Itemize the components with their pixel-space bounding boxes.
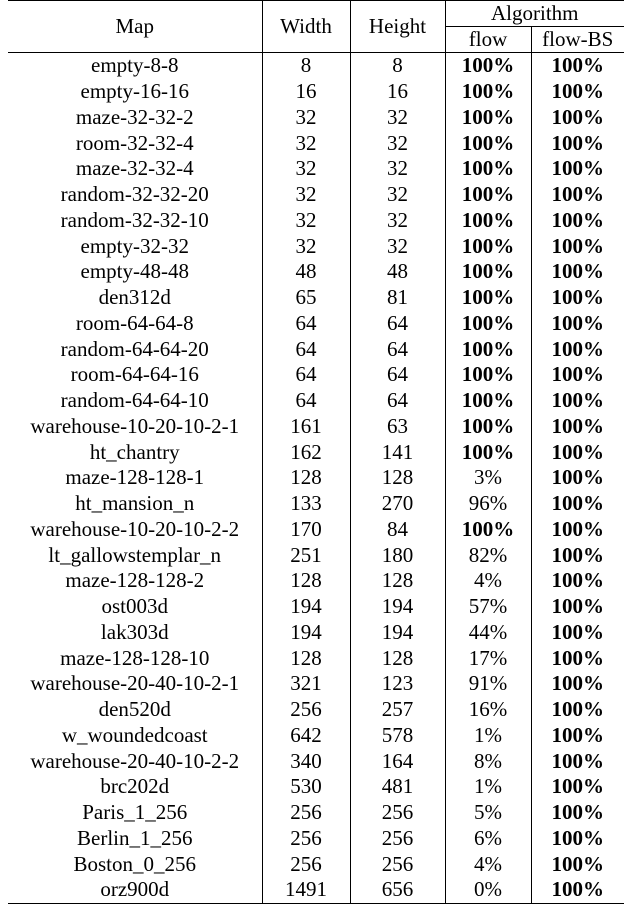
map-cell: lt_gallowstemplar_n [8,542,262,568]
map-cell: random-64-64-20 [8,336,262,362]
width-cell: 64 [262,362,350,388]
flow-bs-cell: 100% [551,53,604,78]
flow-bs-cell: 100% [551,259,604,284]
height-cell: 141 [350,439,445,465]
map-cell: ht_chantry [8,439,262,465]
table-row [8,465,624,491]
height-cell: 32 [350,130,445,156]
table-row [8,156,624,182]
flow-cell: 100% [445,156,531,182]
width-cell: 340 [262,748,350,774]
table-row [8,774,624,800]
flow-bs-cell: 100% [551,207,604,232]
flow-cell: 1% [445,723,531,749]
flow-cell: 100% [445,233,531,259]
map-cell: maze-128-128-10 [8,645,262,671]
table-row [8,748,624,774]
width-cell: 530 [262,774,350,800]
height-cell: 64 [350,311,445,337]
results-table [8,0,624,904]
flow-cell: 100% [445,259,531,285]
height-cell: 257 [350,697,445,723]
table-row [8,388,624,414]
table-row [8,311,624,337]
flow-bs-cell: 100% [551,594,604,619]
height-cell: 8 [350,53,445,79]
flow-cell: 100% [445,208,531,234]
flow-bs-cell: 100% [551,130,604,155]
flow-bs-cell: 100% [551,671,604,696]
flow-bs-cell: 100% [551,697,604,722]
width-cell: 8 [262,53,350,79]
flow-cell: 8% [445,748,531,774]
width-cell: 170 [262,517,350,543]
flow-bs-cell: 100% [551,310,604,335]
table-row [8,671,624,697]
table-row [8,620,624,646]
height-cell: 128 [350,465,445,491]
header-flow-bs: flow-BS [531,27,624,53]
height-cell: 256 [350,826,445,852]
height-cell: 64 [350,362,445,388]
flow-cell: 100% [445,336,531,362]
flow-cell: 100% [445,53,531,79]
height-cell: 32 [350,105,445,131]
width-cell: 65 [262,285,350,311]
height-cell: 32 [350,182,445,208]
table-row [8,130,624,156]
map-cell: brc202d [8,774,262,800]
flow-cell: 100% [445,285,531,311]
height-cell: 578 [350,723,445,749]
width-cell: 128 [262,568,350,594]
flow-cell: 100% [445,130,531,156]
map-cell: den520d [8,697,262,723]
map-cell: empty-32-32 [8,233,262,259]
flow-bs-cell: 100% [551,104,604,129]
header-height: Height [350,1,445,53]
flow-cell: 91% [445,671,531,697]
flow-bs-cell: 100% [551,748,604,773]
flow-bs-cell: 100% [551,182,604,207]
width-cell: 32 [262,233,350,259]
map-cell: w_woundedcoast [8,723,262,749]
flow-bs-cell: 100% [551,774,604,799]
flow-cell: 100% [445,517,531,543]
flow-bs-cell: 100% [551,439,604,464]
table-row [8,491,624,517]
flow-cell: 0% [445,877,531,903]
map-cell: warehouse-10-20-10-2-2 [8,517,262,543]
flow-cell: 4% [445,568,531,594]
map-cell: empty-48-48 [8,259,262,285]
height-cell: 128 [350,645,445,671]
flow-bs-cell: 100% [551,568,604,593]
flow-cell: 100% [445,388,531,414]
map-cell: warehouse-20-40-10-2-2 [8,748,262,774]
table-row [8,336,624,362]
flow-cell: 82% [445,542,531,568]
table-row [8,208,624,234]
flow-bs-cell: 100% [551,336,604,361]
width-cell: 321 [262,671,350,697]
flow-cell: 100% [445,79,531,105]
map-cell: Berlin_1_256 [8,826,262,852]
flow-cell: 100% [445,182,531,208]
height-cell: 64 [350,388,445,414]
height-cell: 194 [350,594,445,620]
height-cell: 270 [350,491,445,517]
flow-bs-cell: 100% [551,156,604,181]
width-cell: 128 [262,465,350,491]
width-cell: 32 [262,182,350,208]
height-cell: 32 [350,208,445,234]
flow-bs-cell: 100% [551,362,604,387]
header-map: Map [8,1,262,53]
header-flow: flow [445,27,531,53]
map-cell: maze-128-128-1 [8,465,262,491]
height-cell: 194 [350,620,445,646]
map-cell: room-64-64-8 [8,311,262,337]
table-row [8,594,624,620]
flow-bs-cell: 100% [551,722,604,747]
flow-cell: 57% [445,594,531,620]
flow-bs-cell: 100% [551,79,604,104]
flow-bs-cell: 100% [551,388,604,413]
flow-bs-cell: 100% [551,645,604,670]
width-cell: 256 [262,826,350,852]
width-cell: 162 [262,439,350,465]
width-cell: 64 [262,336,350,362]
table-body [8,53,624,904]
width-cell: 194 [262,594,350,620]
map-cell: empty-16-16 [8,79,262,105]
flow-bs-cell: 100% [551,619,604,644]
map-cell: maze-32-32-4 [8,156,262,182]
flow-cell: 100% [445,311,531,337]
height-cell: 81 [350,285,445,311]
height-cell: 64 [350,336,445,362]
height-cell: 256 [350,851,445,877]
width-cell: 32 [262,156,350,182]
table-row [8,877,624,903]
flow-cell: 5% [445,800,531,826]
table-row [8,182,624,208]
flow-cell: 100% [445,439,531,465]
table-row [8,517,624,543]
flow-bs-cell: 100% [551,825,604,850]
header-width: Width [262,1,350,53]
flow-bs-cell: 100% [551,851,604,876]
flow-cell: 44% [445,620,531,646]
width-cell: 642 [262,723,350,749]
table-row [8,414,624,440]
table-row [8,542,624,568]
table-row [8,285,624,311]
height-cell: 128 [350,568,445,594]
map-cell: orz900d [8,877,262,903]
flow-bs-cell: 100% [551,233,604,258]
width-cell: 48 [262,259,350,285]
map-cell: random-32-32-10 [8,208,262,234]
width-cell: 32 [262,208,350,234]
table-row [8,568,624,594]
width-cell: 251 [262,542,350,568]
height-cell: 32 [350,156,445,182]
width-cell: 161 [262,414,350,440]
map-cell: lak303d [8,620,262,646]
width-cell: 256 [262,697,350,723]
map-cell: room-32-32-4 [8,130,262,156]
flow-bs-cell: 100% [551,465,604,490]
map-cell: random-32-32-20 [8,182,262,208]
flow-cell: 100% [445,414,531,440]
map-cell: Paris_1_256 [8,800,262,826]
map-cell: warehouse-20-40-10-2-1 [8,671,262,697]
flow-cell: 100% [445,362,531,388]
table-header [8,1,624,53]
table-row [8,800,624,826]
map-cell: maze-128-128-2 [8,568,262,594]
flow-cell: 96% [445,491,531,517]
flow-cell: 6% [445,826,531,852]
flow-bs-cell: 100% [551,800,604,825]
flow-bs-cell: 100% [551,413,604,438]
flow-cell: 3% [445,465,531,491]
width-cell: 32 [262,105,350,131]
header-algorithm: Algorithm [445,1,624,27]
table-row [8,723,624,749]
flow-cell: 1% [445,774,531,800]
table-row [8,362,624,388]
map-cell: ost003d [8,594,262,620]
map-cell: room-64-64-16 [8,362,262,388]
width-cell: 128 [262,645,350,671]
height-cell: 123 [350,671,445,697]
flow-cell: 16% [445,697,531,723]
table-row [8,79,624,105]
map-cell: maze-32-32-2 [8,105,262,131]
width-cell: 1491 [262,877,350,903]
width-cell: 16 [262,79,350,105]
table-row [8,233,624,259]
width-cell: 256 [262,800,350,826]
table-row [8,851,624,877]
height-cell: 256 [350,800,445,826]
flow-bs-cell: 100% [551,491,604,516]
width-cell: 64 [262,311,350,337]
map-cell: ht_mansion_n [8,491,262,517]
width-cell: 64 [262,388,350,414]
flow-bs-cell: 100% [551,285,604,310]
table-row [8,53,624,79]
table-row [8,259,624,285]
table-row [8,697,624,723]
flow-bs-cell: 100% [551,516,604,541]
flow-cell: 17% [445,645,531,671]
height-cell: 656 [350,877,445,903]
map-cell: empty-8-8 [8,53,262,79]
height-cell: 32 [350,233,445,259]
table-row [8,826,624,852]
map-cell: den312d [8,285,262,311]
flow-bs-cell: 100% [551,542,604,567]
height-cell: 164 [350,748,445,774]
height-cell: 63 [350,414,445,440]
flow-cell: 100% [445,105,531,131]
flow-bs-cell: 100% [531,877,624,903]
width-cell: 256 [262,851,350,877]
height-cell: 180 [350,542,445,568]
height-cell: 481 [350,774,445,800]
width-cell: 133 [262,491,350,517]
width-cell: 32 [262,130,350,156]
height-cell: 16 [350,79,445,105]
table-row [8,645,624,671]
table-row [8,105,624,131]
map-cell: Boston_0_256 [8,851,262,877]
table-row [8,439,624,465]
height-cell: 84 [350,517,445,543]
map-cell: warehouse-10-20-10-2-1 [8,414,262,440]
flow-cell: 4% [445,851,531,877]
width-cell: 194 [262,620,350,646]
map-cell: random-64-64-10 [8,388,262,414]
height-cell: 48 [350,259,445,285]
